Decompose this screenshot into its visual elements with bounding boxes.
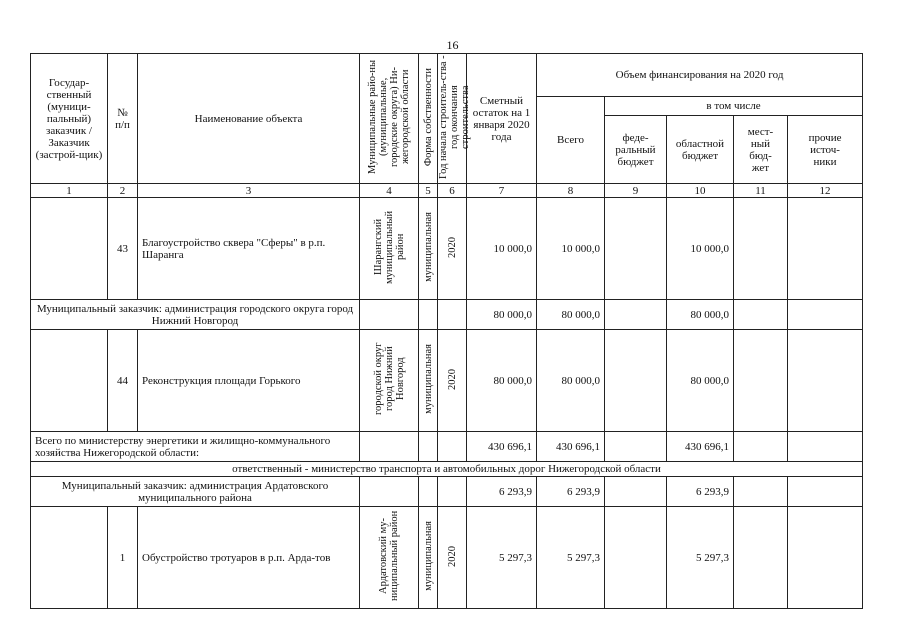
cell-ownership bbox=[419, 477, 438, 507]
cell-regional: 80 000,0 bbox=[667, 330, 734, 432]
cell-federal bbox=[605, 477, 667, 507]
cell-total-label: Всего по министерству энергетики и жилищно-коммунального хозяйства Нижегородской области: bbox=[31, 432, 360, 462]
cell-remainder: 80 000,0 bbox=[467, 300, 537, 330]
customer-row bbox=[31, 300, 863, 330]
cell-customer bbox=[31, 507, 108, 609]
cell-other bbox=[788, 330, 863, 432]
total-row bbox=[31, 432, 863, 462]
cell-year bbox=[438, 300, 467, 330]
cell-remainder: 10 000,0 bbox=[467, 198, 537, 300]
column-numbers-row bbox=[31, 184, 863, 198]
table-row bbox=[31, 507, 863, 609]
cell-remainder: 5 297,3 bbox=[467, 507, 537, 609]
header-other: прочие источ-ники bbox=[788, 116, 863, 184]
column-number: 2 bbox=[108, 184, 138, 198]
header-including: в том числе bbox=[605, 97, 863, 116]
cell-regional: 6 293,9 bbox=[667, 477, 734, 507]
cell-local bbox=[734, 330, 788, 432]
cell-total: 80 000,0 bbox=[537, 300, 605, 330]
cell-local bbox=[734, 477, 788, 507]
cell-regional: 10 000,0 bbox=[667, 198, 734, 300]
cell-remainder: 80 000,0 bbox=[467, 330, 537, 432]
cell-other bbox=[788, 300, 863, 330]
page-number: 16 bbox=[446, 38, 459, 52]
cell-district: городской округ город Нижний Новгород bbox=[360, 330, 419, 432]
cell-object-name: Реконструкция площади Горького bbox=[138, 330, 360, 432]
cell-federal bbox=[605, 330, 667, 432]
cell-year bbox=[438, 432, 467, 462]
cell-federal bbox=[605, 432, 667, 462]
header-districts: Муниципальные райо-ны (муниципальные, городские округа) Ни-жегородской области bbox=[360, 54, 419, 184]
header-num: № п/п bbox=[108, 54, 138, 184]
cell-ownership bbox=[419, 432, 438, 462]
cell-federal bbox=[605, 198, 667, 300]
cell-total: 430 696,1 bbox=[537, 432, 605, 462]
header-ownership: Форма собственности bbox=[419, 54, 438, 184]
cell-local bbox=[734, 300, 788, 330]
cell-other bbox=[788, 477, 863, 507]
cell-district: Шарангский муниципальный район bbox=[360, 198, 419, 300]
column-number: 11 bbox=[734, 184, 788, 198]
cell-remainder: 6 293,9 bbox=[467, 477, 537, 507]
column-number: 7 bbox=[467, 184, 537, 198]
cell-other bbox=[788, 507, 863, 609]
cell-local bbox=[734, 198, 788, 300]
cell-local bbox=[734, 507, 788, 609]
header-total: Всего bbox=[537, 97, 605, 184]
cell-ownership: муниципальная bbox=[419, 330, 438, 432]
header-local: мест-ный бюд-жет bbox=[734, 116, 788, 184]
header-financing: Объем финансирования на 2020 год bbox=[537, 54, 863, 97]
cell-num: 1 bbox=[108, 507, 138, 609]
cell-year: 2020 bbox=[438, 198, 467, 300]
table-row bbox=[31, 198, 863, 300]
cell-district bbox=[360, 432, 419, 462]
cell-customer bbox=[31, 198, 108, 300]
column-number: 5 bbox=[419, 184, 438, 198]
section-title: ответственный - министерство транспорта и автомобильных дорог Нижегородской области bbox=[31, 462, 863, 477]
column-number: 4 bbox=[360, 184, 419, 198]
header-regional: областной бюджет bbox=[667, 116, 734, 184]
cell-district: Ардатовский му-ниципальный район bbox=[360, 507, 419, 609]
column-number: 6 bbox=[438, 184, 467, 198]
cell-customer bbox=[31, 330, 108, 432]
cell-customer-label: Муниципальный заказчик: администрация Ардатовского муниципального района bbox=[31, 477, 360, 507]
cell-object-name: Благоустройство сквера "Сферы" в р.п. Шаранга bbox=[138, 198, 360, 300]
cell-year bbox=[438, 477, 467, 507]
cell-district bbox=[360, 477, 419, 507]
column-number: 3 bbox=[138, 184, 360, 198]
cell-ownership: муниципальная bbox=[419, 198, 438, 300]
financing-table bbox=[30, 53, 863, 609]
column-number: 12 bbox=[788, 184, 863, 198]
cell-object-name: Обустройство тротуаров в р.п. Арда-тов bbox=[138, 507, 360, 609]
cell-other bbox=[788, 198, 863, 300]
section-row bbox=[31, 462, 863, 477]
cell-remainder: 430 696,1 bbox=[467, 432, 537, 462]
header-federal: феде-ральный бюджет bbox=[605, 116, 667, 184]
header-object-name: Наименование объекта bbox=[138, 54, 360, 184]
column-number: 9 bbox=[605, 184, 667, 198]
cell-num: 44 bbox=[108, 330, 138, 432]
cell-customer-label: Муниципальный заказчик: администрация городского округа город Нижний Новгород bbox=[31, 300, 360, 330]
cell-num: 43 bbox=[108, 198, 138, 300]
column-number: 8 bbox=[537, 184, 605, 198]
cell-other bbox=[788, 432, 863, 462]
table-row bbox=[31, 330, 863, 432]
cell-total: 5 297,3 bbox=[537, 507, 605, 609]
header-row-1 bbox=[31, 54, 863, 97]
cell-district bbox=[360, 300, 419, 330]
header-customer: Государ-ственный (муници-пальный) заказчик / Заказчик (застрой-щик) bbox=[31, 54, 108, 184]
cell-local bbox=[734, 432, 788, 462]
cell-regional: 430 696,1 bbox=[667, 432, 734, 462]
customer-row bbox=[31, 477, 863, 507]
column-number: 10 bbox=[667, 184, 734, 198]
header-remainder: Сметный остаток на 1 января 2020 года bbox=[467, 54, 537, 184]
column-number: 1 bbox=[31, 184, 108, 198]
cell-year: 2020 bbox=[438, 507, 467, 609]
cell-federal bbox=[605, 507, 667, 609]
cell-year: 2020 bbox=[438, 330, 467, 432]
cell-ownership bbox=[419, 300, 438, 330]
cell-regional: 80 000,0 bbox=[667, 300, 734, 330]
header-years: Год начала строитель-ства - год окончания строительства bbox=[438, 54, 467, 184]
cell-total: 6 293,9 bbox=[537, 477, 605, 507]
cell-total: 80 000,0 bbox=[537, 330, 605, 432]
cell-ownership: муниципальная bbox=[419, 507, 438, 609]
cell-regional: 5 297,3 bbox=[667, 507, 734, 609]
cell-federal bbox=[605, 300, 667, 330]
cell-total: 10 000,0 bbox=[537, 198, 605, 300]
